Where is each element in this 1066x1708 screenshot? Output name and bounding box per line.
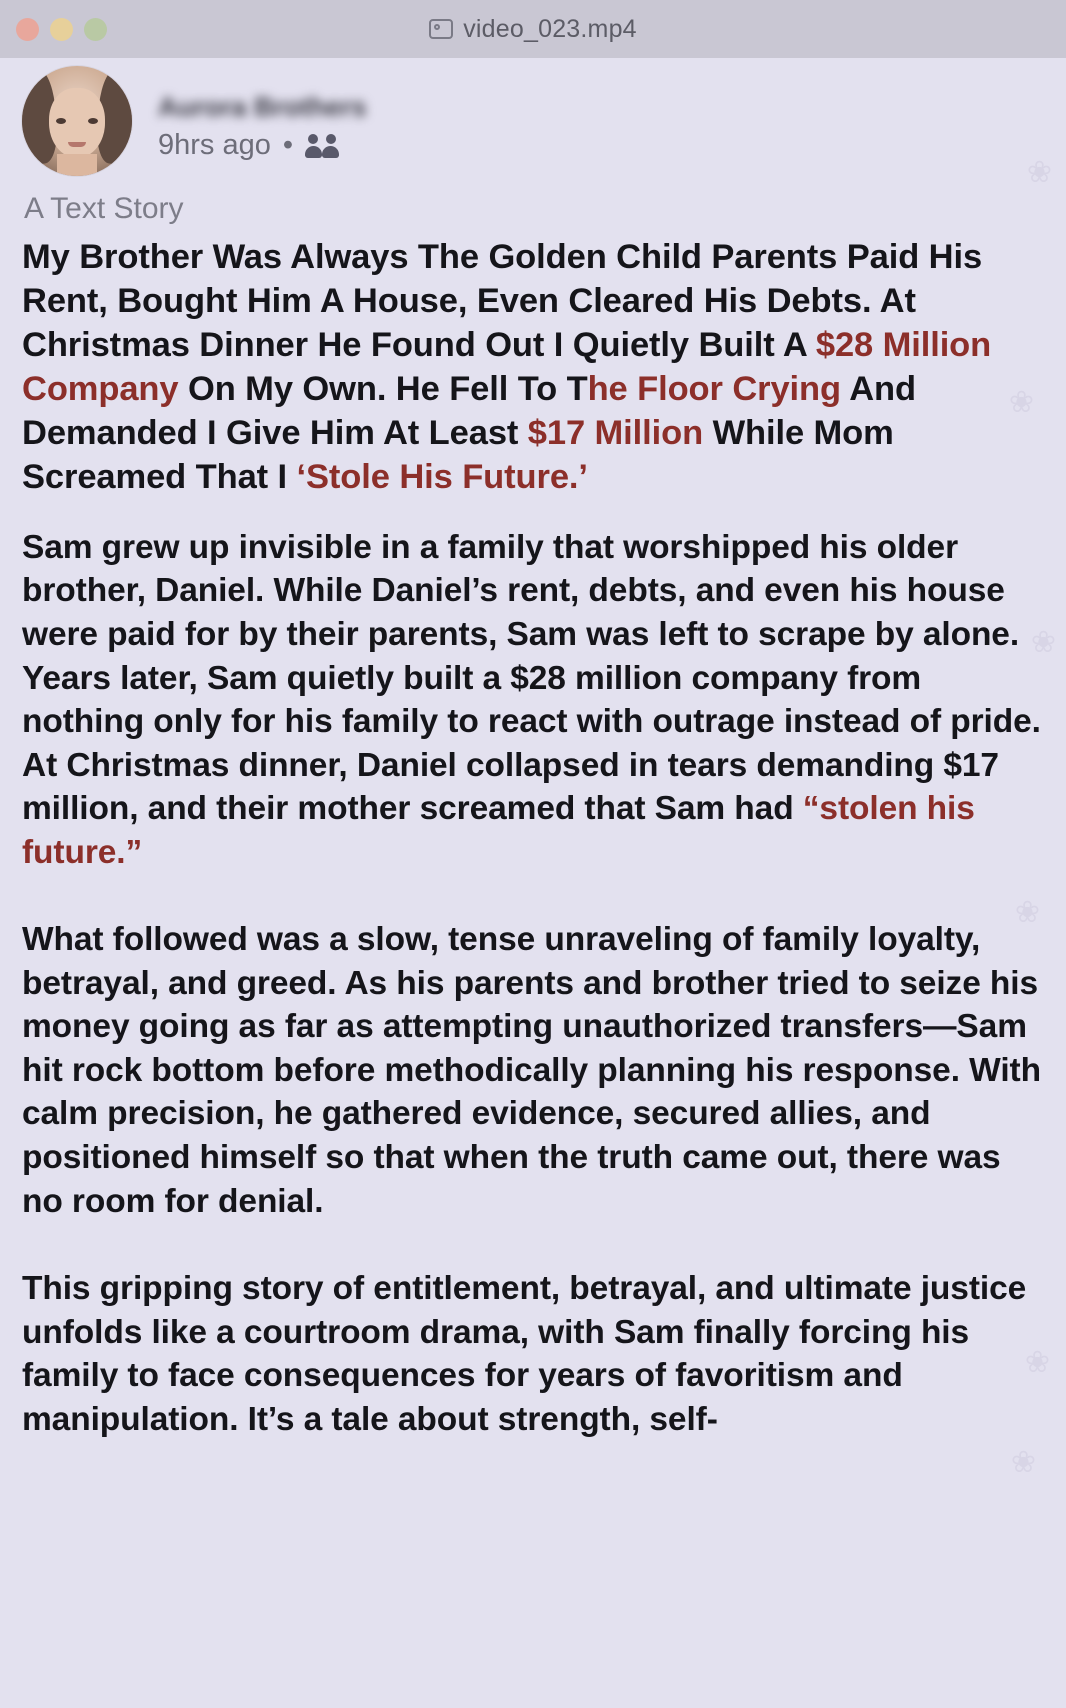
story-paragraph-2: What followed was a slow, tense unraveling of family loyalty, betrayal, and greed. As his parents and brother tried to seize his money going as far as attempting unauthorized transfers—Sam hit rock bottom before methodically planning his response. With calm precision, he gathered evidence, secured allies, and positioned himself so that when the truth came out, there was no room for denial. [22,921,1041,1220]
title-bar [0,0,1066,58]
highlighted-text: $28 Million Company [22,325,992,408]
author-name[interactable]: Aurora Brothers [158,92,367,122]
story-headline [22,236,1044,500]
highlighted-text: he Floor Crying [587,369,841,408]
flower-watermark-icon: ❀ [1014,896,1040,929]
zoom-button[interactable] [84,18,107,41]
post-header [22,58,1044,176]
flower-watermark-icon: ❀ [1010,1446,1036,1479]
story-paragraph-3: This gripping story of entitlement, betrayal, and ultimate justice unfolds like a courtroom drama, with Sam finally forcing his family to face consequences for years of favoritism and manipulation. It’s a tale about strength, self- [22,1270,1027,1438]
flower-watermark-icon: ❀ [1008,386,1034,419]
plain-text: On My Own. He Fell To T [178,369,588,408]
plain-text: My Brother Was Always The Golden Child Parents Paid His Rent, Bought Him A House, Even Cleared His Debts. At Christmas Dinner He Found Out I Quietly Built A [22,238,983,364]
plain-text: And Demanded I Give Him At Least [22,369,916,452]
post-meta [148,66,1044,162]
post-submeta [158,129,1044,162]
story-paragraph-1 [22,526,1044,874]
post-content [0,58,1066,1708]
friends-audience-icon[interactable] [305,134,339,158]
window-controls[interactable] [16,18,107,41]
minimize-button[interactable] [50,18,73,41]
plain-text: While Mom Screamed That I [22,413,894,496]
avatar[interactable] [22,66,132,176]
flower-watermark-icon: ❀ [1024,1346,1050,1379]
highlighted-text: ‘Stole His Future.’ [296,457,588,496]
highlighted-text: “stolen his future.” [22,790,975,871]
timestamp: 9hrs ago [158,129,271,161]
window-title-group [0,0,1066,58]
film-icon [429,19,453,39]
window-title: video_023.mp4 [463,14,637,43]
story-label: A Text Story [24,192,184,225]
meta-separator: • [282,129,294,161]
flower-watermark-icon: ❀ [1026,156,1052,189]
flower-watermark-icon: ❀ [1030,626,1056,659]
plain-text: Sam grew up invisible in a family that worshipped his older brother, Daniel. While Daniel’s rent, debts, and even his house were paid for by their parents, Sam was left to scrape by alone. Years later, Sam quietly built a $28 million company from nothing only for his family to react with outrage instead of pride. At Christmas dinner, Daniel collapsed in tears demanding $17 million, and their mother screamed that Sam had [22,528,1041,828]
close-button[interactable] [16,18,39,41]
highlighted-text: $17 Million [527,413,704,452]
